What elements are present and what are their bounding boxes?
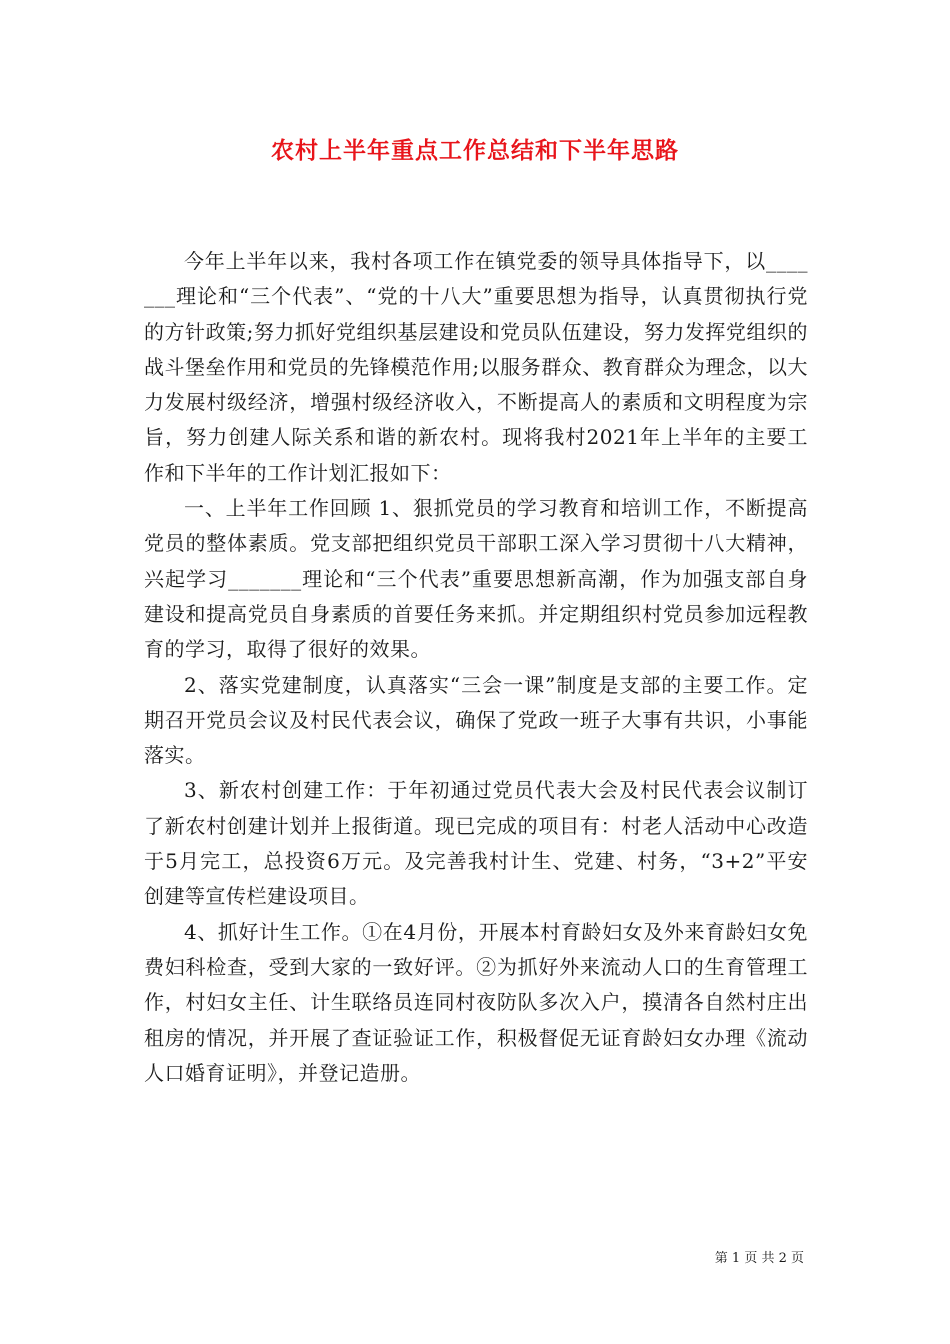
paragraph-section-2: 2、落实党建制度，认真落实“三会一课”制度是支部的主要工作。定期召开党员会议及村民代表会议，确保了党政一班子大事有共识，小事能落实。 — [144, 672, 808, 768]
paragraph-intro: 今年上半年以来，我村各项工作在镇党委的领导具体指导下，以_______理论和“三个代表”、“党的十八大”重要思想为指导，认真贯彻执行党的方针政策;努力抓好党组织基层建设和党员队伍建设，努力发挥党组织的战斗堡垒作用和党员的先锋模范作用;以服务群众、教育群众为理念，以大力发展村级经济，增强村级经济收入，不断提高人的素质和文明程度为宗旨，努力创建人际关系和谐的新农村。现将我村2021年上半年的主要工作和下半年的工作计划汇报如下： — [144, 249, 808, 485]
paragraph-section-1: 一、上半年工作回顾 1、狠抓党员的学习教育和培训工作，不断提高党员的整体素质。党支部把组织党员干部职工深入学习贯彻十八大精神，兴起学习_______理论和“三个代表”重要思想新高潮，作为加强支部自身建设和提高党员自身素质的首要任务来抓。并定期组织村党员参加远程教育的学习，取得了很好的效果。 — [144, 496, 808, 662]
page-number: 第 1 页 共 2 页 — [714, 1251, 804, 1266]
paragraph-section-3: 3、新农村创建工作：于年初通过党员代表大会及村民代表会议制订了新农村创建计划并上报街道。现已完成的项目有：村老人活动中心改造于5月完工，总投资6万元。及完善我村计生、党建、村务，“3+2”平安创建等宣传栏建设项目。 — [144, 778, 808, 909]
document-title: 农村上半年重点工作总结和下半年思路 — [271, 138, 679, 164]
paragraph-section-4: 4、抓好计生工作。①在4月份，开展本村育龄妇女及外来育龄妇女免费妇科检查，受到大家的一致好评。②为抓好外来流动人口的生育管理工作，村妇女主任、计生联络员连同村夜防队多次入户，摸清各自然村庄出租房的情况，并开展了查证验证工作，积极督促无证育龄妇女办理《流动人口婚育证明》，并登记造册。 — [144, 919, 808, 1085]
document-body — [144, 244, 808, 1091]
